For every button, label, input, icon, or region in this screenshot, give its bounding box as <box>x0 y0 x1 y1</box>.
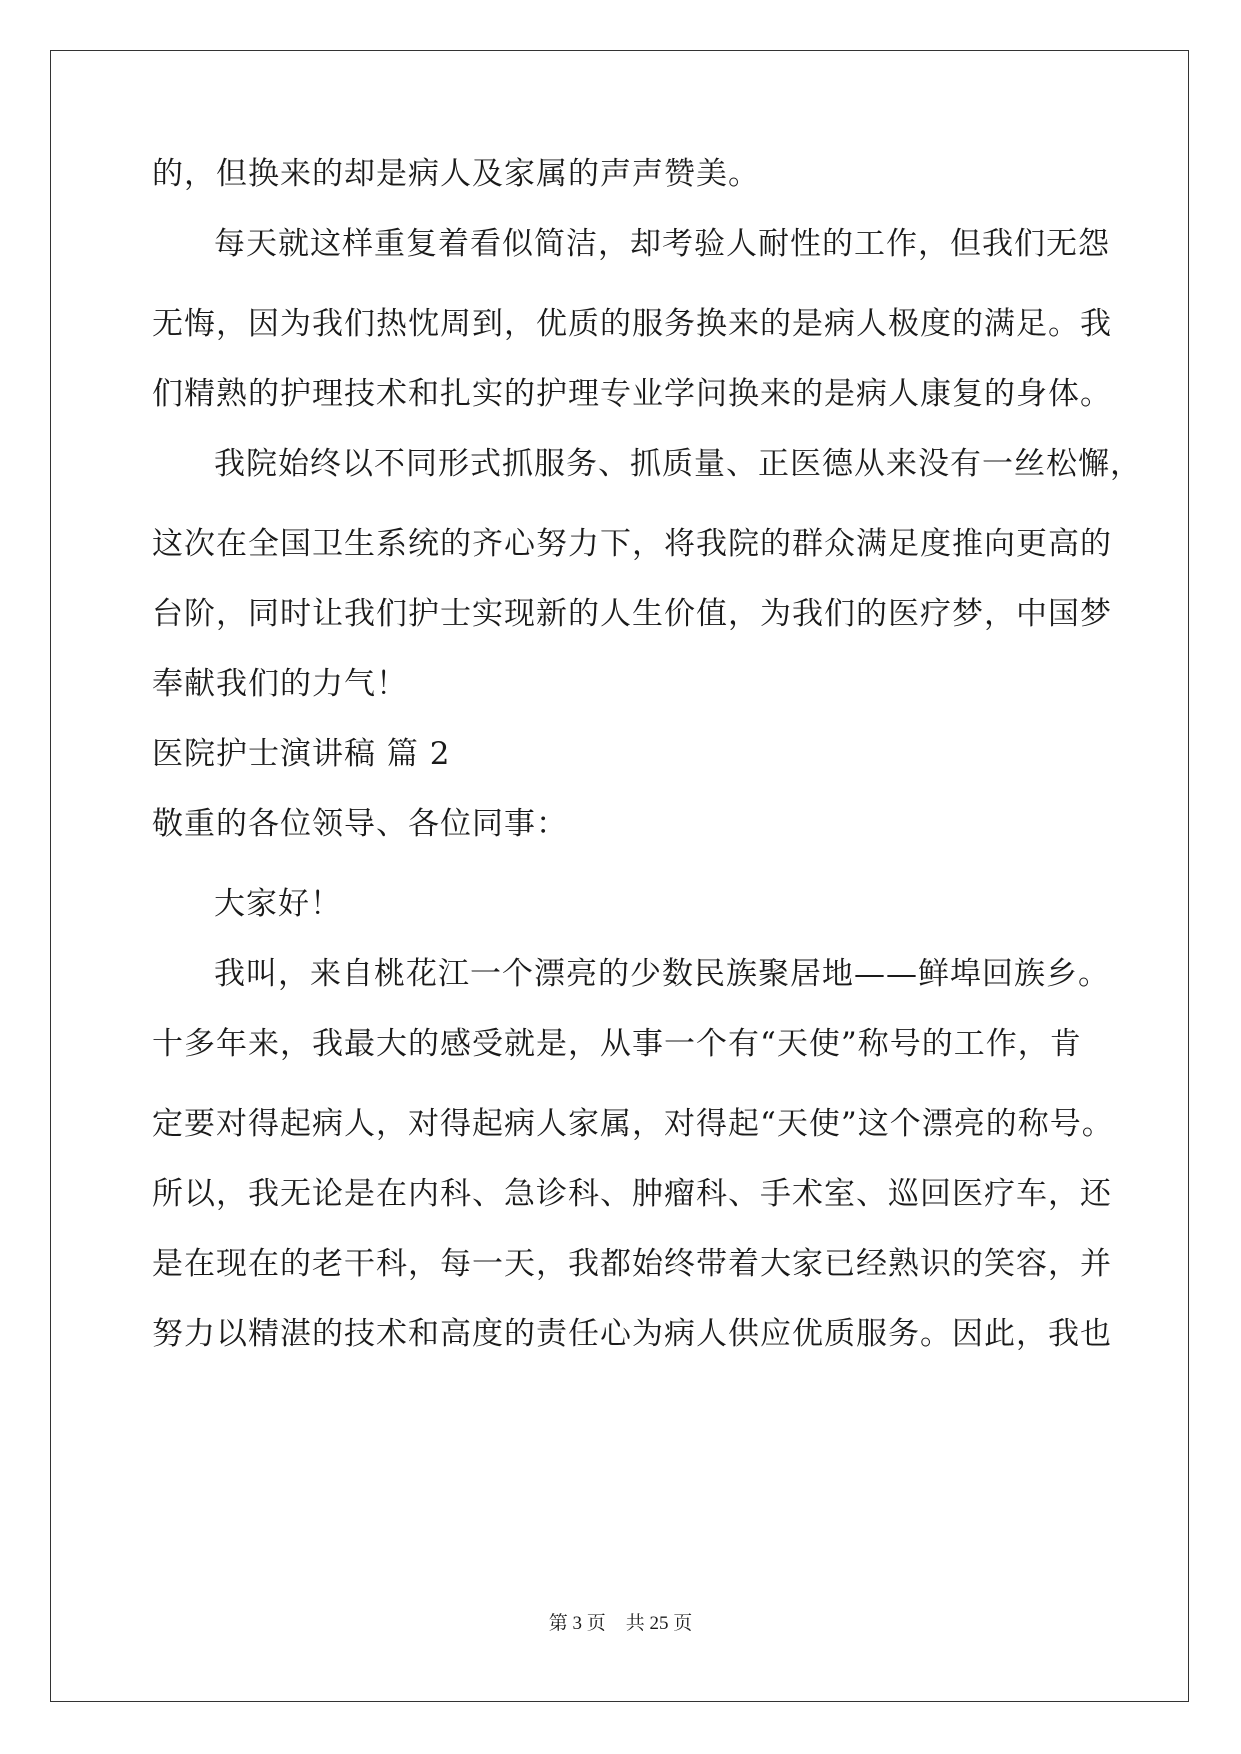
text-line: 的，但换来的却是病人及家属的声声赞美。 <box>152 156 760 192</box>
section-heading: 医院护士演讲稿 篇 2 <box>152 736 451 772</box>
page-number: 第 3 页 <box>548 1613 606 1634</box>
greeting: 大家好！ <box>214 886 342 922</box>
page-footer <box>0 1612 1241 1636</box>
text-line: 台阶，同时让我们护士实现新的人生价值，为我们的医疗梦，中国梦 <box>152 596 1112 632</box>
text-line: 我叫，来自桃花江一个漂亮的少数民族聚居地——鲜埠回族乡。 <box>214 956 1110 992</box>
page-total: 共 25 页 <box>625 1613 693 1634</box>
text-line: 我院始终以不同形式抓服务、抓质量、正医德从来没有一丝松懈， <box>214 446 1142 482</box>
page-border <box>50 50 1189 1702</box>
text-line: 努力以精湛的技术和高度的责任心为病人供应优质服务。因此，我也 <box>152 1316 1112 1352</box>
text-line: 十多年来，我最大的感受就是，从事一个有“天使”称号的工作，肯 <box>152 1026 1082 1062</box>
text-line: 每天就这样重复着看似简洁，却考验人耐性的工作，但我们无怨 <box>214 226 1110 262</box>
text-line: 无悔，因为我们热忱周到，优质的服务换来的是病人极度的满足。我 <box>152 306 1112 342</box>
text-line: 是在现在的老干科，每一天，我都始终带着大家已经熟识的笑容，并 <box>152 1246 1112 1282</box>
text-line: 这次在全国卫生系统的齐心努力下，将我院的群众满足度推向更高的 <box>152 526 1112 562</box>
text-line: 所以，我无论是在内科、急诊科、肿瘤科、手术室、巡回医疗车，还 <box>152 1176 1112 1212</box>
text-line: 奉献我们的力气！ <box>152 666 408 702</box>
salutation: 敬重的各位领导、各位同事： <box>152 806 568 842</box>
text-line: 们精熟的护理技术和扎实的护理专业学问换来的是病人康复的身体。 <box>152 376 1112 412</box>
text-line: 定要对得起病人，对得起病人家属，对得起“天使”这个漂亮的称号。 <box>152 1106 1114 1142</box>
